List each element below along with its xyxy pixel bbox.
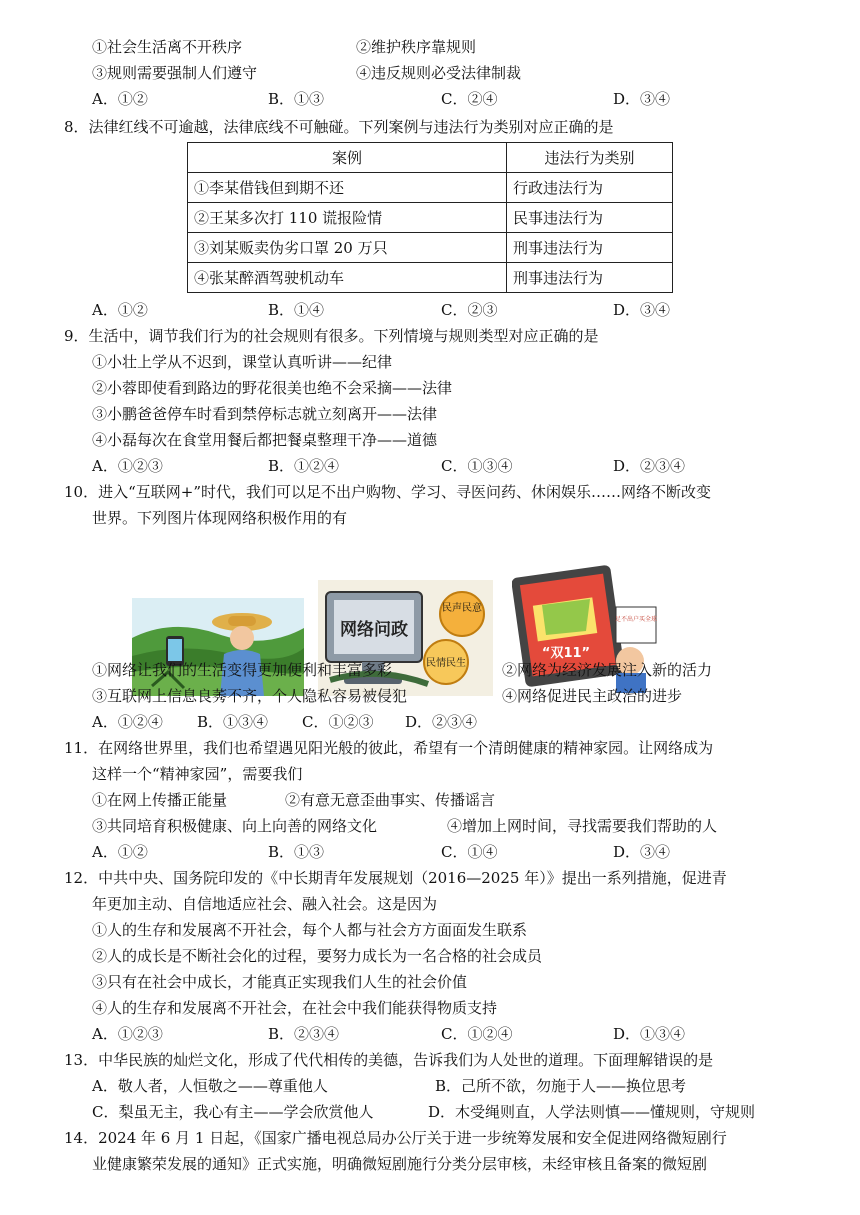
- farmer-illustration: [132, 598, 304, 696]
- table-row: [188, 173, 673, 203]
- q12-stem-line-1: 12．中共中央、国务院印发的《中长期青年发展规划（2016—2025 年）》提出一系列措施，促进青: [64, 869, 727, 887]
- q9-statement-2: ②小蓉即使看到路边的野花很美也绝不会采摘——法律: [92, 379, 453, 397]
- q8-option-d: D．③④: [613, 301, 671, 319]
- q12-statement-2: ②人的成长是不断社会化的过程，要努力成长为一名合格的社会成员: [92, 947, 543, 965]
- q8-option-c: C．②③: [441, 301, 498, 319]
- q12-option-b: B．②③④: [268, 1025, 340, 1043]
- q7-option-c: C．②④: [441, 90, 498, 108]
- q10-option-b: B．①③④: [197, 713, 269, 731]
- farmer-phone-picture: [132, 598, 304, 696]
- q8-option-a: A．①②: [92, 301, 148, 319]
- q12-statement-3: ③只有在社会中成长，才能真正实现我们人生的社会价值: [92, 973, 468, 991]
- q13-option-c: C．梨虽无主，我心有主——学会欣赏他人: [92, 1103, 374, 1121]
- q11-statement-3: ③共同培育积极健康、向上向善的网络文化: [92, 817, 378, 835]
- table-cell-category: 刑事违法行为: [507, 233, 673, 263]
- table-cell-case: ④张某醉酒驾驶机动车: [188, 263, 507, 293]
- q9-option-a: A．①②③: [92, 457, 163, 475]
- q10-option-c: C．①②③: [302, 713, 374, 731]
- network-politics-label: 网络问政: [340, 620, 408, 640]
- bubble-livelihood-label: 民情民生: [426, 658, 466, 669]
- q12-option-d: D．①③④: [613, 1025, 686, 1043]
- q8-option-b: B．①④: [268, 301, 325, 319]
- bubble-voice-text: [442, 601, 482, 614]
- table-cell-case: ③刘某贩卖伪劣口罩 20 万只: [188, 233, 507, 263]
- q11-option-d: D．③④: [613, 843, 671, 861]
- double-eleven-label: “双11”: [541, 646, 591, 661]
- q9-statement-3: ③小鹏爸爸停车时看到禁停标志就立刻离开——法律: [92, 405, 438, 423]
- q9-option-b: B．①②④: [268, 457, 340, 475]
- q11-stem-line-1: 11．在网络世界里，我们也希望遇见阳光般的彼此，希望有一个清朗健康的精神家园。让网络成为: [64, 739, 714, 757]
- q10-statement-4: ④网络促进民主政治的进步: [502, 687, 683, 705]
- q7-option-d: D．③④: [613, 90, 671, 108]
- q11-option-a: A．①②: [92, 843, 148, 861]
- table-cell-case: ①李某借钱但到期不还: [188, 173, 507, 203]
- q11-statement-1: ①在网上传播正能量: [92, 791, 228, 809]
- q9-statement-4: ④小磊每次在食堂用餐后都把餐桌整理干净——道德: [92, 431, 438, 449]
- q9-stem: 9．生活中，调节我们行为的社会规则有很多。下列情境与规则类型对应正确的是: [64, 327, 599, 345]
- q10-statement-3: ③互联网上信息良莠不齐，个人隐私容易被侵犯: [92, 687, 408, 705]
- q10-statement-1: ①网络让我们的生活变得更加便利和丰富多彩: [92, 661, 393, 679]
- q8-case-table: [187, 142, 673, 293]
- q10-statement-2: ②网络为经济发展注入新的活力: [502, 661, 713, 679]
- q7-option-a: A．①②: [92, 90, 148, 108]
- q9-option-c: C．①③④: [441, 457, 513, 475]
- table-cell-case: ②王某多次打 110 谎报险情: [188, 203, 507, 233]
- q13-stem: 13．中华民族的灿烂文化，形成了代代相传的美德，告诉我们为人处世的道理。下面理解错误的是: [64, 1051, 714, 1069]
- q13-option-a: A．敬人者，人恒敬之——尊重他人: [92, 1077, 328, 1095]
- q11-stem-line-2: 这样一个“精神家园”，需要我们: [92, 765, 303, 783]
- q11-statement-2: ②有意无意歪曲事实、传播谣言: [285, 791, 496, 809]
- q12-stem-line-2: 年更加主动、自信地适应社会、融入社会。这是因为: [92, 895, 438, 913]
- q9-statement-1: ①小壮上学从不迟到，课堂认真听讲——纪律: [92, 353, 393, 371]
- q7-statement-3: ③规则需要强制人们遵守: [92, 64, 258, 82]
- q12-statement-1: ①人的生存和发展离不开社会，每个人都与社会方方面面发生联系: [92, 921, 528, 939]
- q10-option-d: D．②③④: [405, 713, 478, 731]
- table-cell-category: 行政违法行为: [507, 173, 673, 203]
- bubble-voice-label: 民声民意: [442, 603, 482, 614]
- q11-statement-4: ④增加上网时间，寻找需要我们帮助的人: [447, 817, 718, 835]
- q13-option-d: D．木受绳则直，人学法则慎——懂规则，守规则: [428, 1103, 756, 1121]
- table-row: [188, 263, 673, 293]
- table-cell-category: 刑事违法行为: [507, 263, 673, 293]
- q7-statement-1: ①社会生活离不开秩序: [92, 38, 243, 56]
- q10-stem-line-2: 世界。下列图片体现网络积极作用的有: [92, 509, 348, 527]
- q7-statement-2: ②维护秩序靠规则: [356, 38, 477, 56]
- table-header-case: 案例: [188, 143, 507, 173]
- q14-stem-line-1: 14．2024 年 6 月 1 日起，《国家广播电视总局办公厅关于进一步统筹发展和安全促进网络微短剧行: [64, 1129, 727, 1147]
- table-row: [188, 233, 673, 263]
- q12-option-c: C．①②④: [441, 1025, 513, 1043]
- q7-option-b: B．①③: [268, 90, 325, 108]
- q12-option-a: A．①②③: [92, 1025, 163, 1043]
- q8-stem: 8．法律红线不可逾越，法律底线不可触碰。下列案例与违法行为类别对应正确的是: [64, 118, 614, 136]
- q9-option-d: D．②③④: [613, 457, 686, 475]
- q7-statement-4: ④违反规则必受法律制裁: [356, 64, 522, 82]
- table-row: [188, 203, 673, 233]
- q11-option-b: B．①③: [268, 843, 325, 861]
- global-shopping-sign: 足不出户买全球: [614, 616, 658, 623]
- q14-stem-line-2: 业健康繁荣发展的通知》正式实施，明确微短剧施行分类分层审核，未经审核且备案的微短剧: [92, 1155, 708, 1173]
- table-header-row: [188, 143, 673, 173]
- table-cell-category: 民事违法行为: [507, 203, 673, 233]
- q12-statement-4: ④人的生存和发展离不开社会，在社会中我们能获得物质支持: [92, 999, 498, 1017]
- q10-stem-line-1: 10．进入“互联网+”时代，我们可以足不出户购物、学习、寻医问药、休闲娱乐……网络不断改变: [64, 483, 711, 501]
- q13-option-b: B．己所不欲，勿施于人——换位思考: [435, 1077, 687, 1095]
- q11-option-c: C．①④: [441, 843, 498, 861]
- q10-option-a: A．①②④: [92, 713, 163, 731]
- table-header-category: 违法行为类别: [507, 143, 673, 173]
